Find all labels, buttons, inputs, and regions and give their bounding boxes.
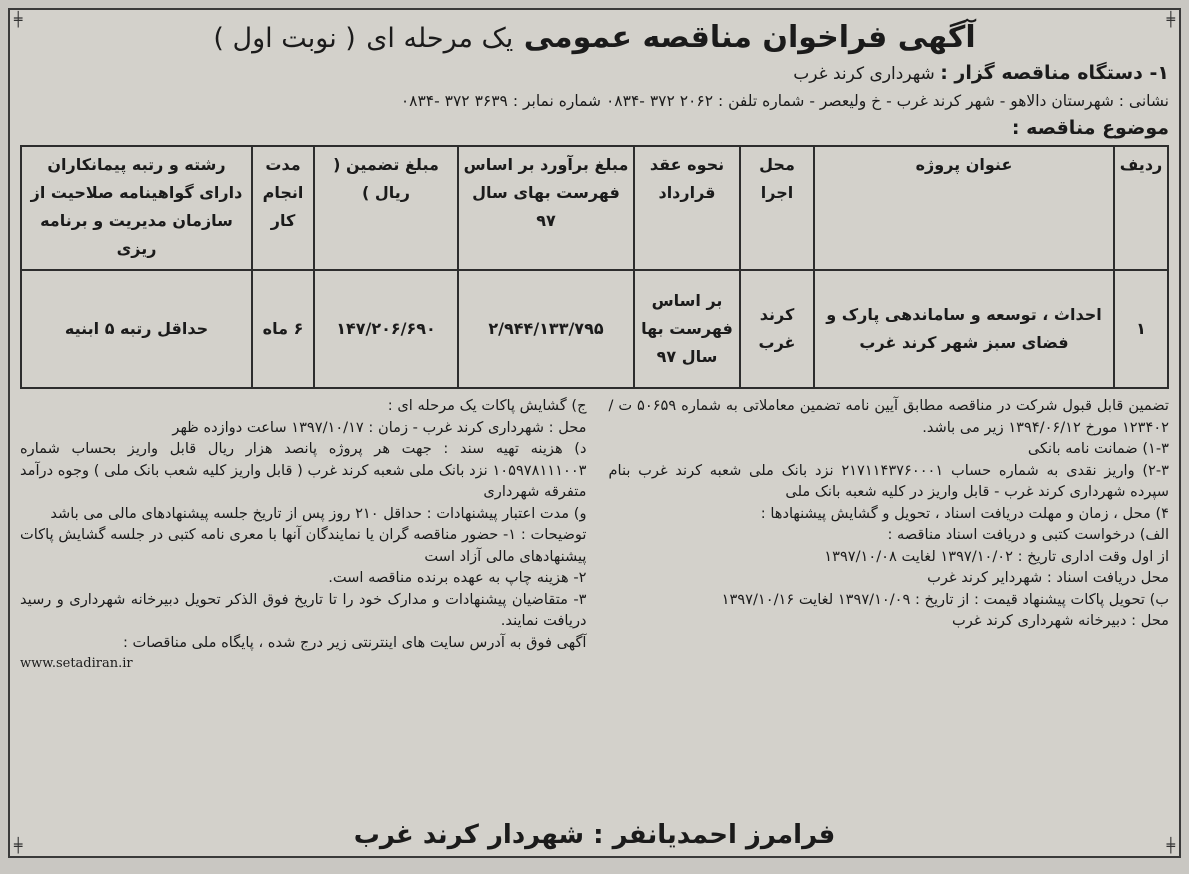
table-header-row [21,146,1168,270]
notice-title [20,18,1169,59]
organizer-value: شهرداری کرند غرب [793,64,935,84]
tender-notice [8,8,1181,858]
corner-mark: ╪ [1166,838,1175,854]
organizer-line [20,59,1169,88]
paragraph: و) مدت اعتبار پیشنهادات : حداقل ۲۱۰ روز پس از تاریخ جلسه پیشنهادهای مالی می باشد [50,504,587,522]
paragraph: از اول وقت اداری تاریخ : ۱۳۹۷/۱۰/۰۲ لغایت ۱۳۹۷/۱۰/۰۸ [824,547,1169,565]
paragraph: محل دریافت اسناد : شهردایر کرند غرب [927,569,1169,586]
title-stage: یک مرحله ای [366,23,514,54]
paragraph: تضمین قابل قبول شرکت در مناقصه مطابق آیین نامه تضمین معاملاتی به شماره ۵۰۶۵۹ ت /۱۲۳۴۰۲ مورخ ۱۳۹۴/۰۶/۱۲ زیر می باشد. [608,397,1169,436]
paragraph: د) هزینه تهیه سند : جهت هر پروژه پانصد هزار ریال قابل واریز بحساب شماره ۱۰۵۹۷۸۱۱۱۰۰۳ نزد بانک ملی شعبه کرند غرب ( قابل واریز کلیه شعب بانک ملی ) وجوه درآمد متفرقه شهرداری [20,440,587,500]
header-duration: مدت انجام کار [252,146,314,270]
paragraph: ۱-۳) ضمانت نامه بانکی [1027,440,1169,457]
corner-mark: ╪ [14,838,23,854]
paragraph: آگهی فوق به آدرس سایت های اینترنتی زیر درج شده ، پایگاه ملی مناقصات : [122,633,587,651]
cell-grade: حداقل رتبه ۵ ابنیه [21,270,252,388]
corner-mark: ╪ [14,12,23,28]
cell-row-number: ۱ [1114,270,1168,388]
projects-table [20,145,1169,389]
paragraph: ۲-۳) واریز نقدی به شماره حساب ۲۱۷۱۱۴۳۷۶۰۰۰۱ نزد بانک ملی شعبه کرند غرب بنام سپرده شهرداری کرند غرب - قابل واریز در کلیه شعبه بانک ملی [608,461,1169,500]
cell-estimate: ۲/۹۴۴/۱۳۳/۷۹۵ [458,270,634,388]
paragraph: محل : دبیرخانه شهرداری کرند غرب [952,612,1169,629]
corner-mark: ╪ [1166,12,1175,28]
header-place: محل اجرا [740,146,814,270]
organizer-label: ۱- دستگاه مناقصه گزار : [940,62,1169,84]
details-columns [20,395,1169,675]
paragraph: الف) درخواست کتبی و دریافت اسناد مناقصه : [887,526,1169,543]
address-line: نشانی : شهرستان دالاهو - شهر کرند غرب - خ ولیعصر - شماره تلفن : ۲۰۶۲ ۳۷۲ -۰۸۳۴ شماره نمابر : ۳۶۳۹ ۳۷۲ -۰۸۳۴ [400,92,1169,110]
header-contract: نحوه عقد قرارداد [634,146,740,270]
signature: فرامرز احمدیانفر : شهردار کرند غرب [353,820,836,850]
subject-label: موضوع مناقصه : [1011,117,1169,139]
details-right-column [595,395,1170,675]
website-link[interactable]: www.setadiran.ir [20,656,133,671]
header-grade: رشته و رتبه پیمانکاران دارای گواهینامه صلاحیت از سازمان مدیریت و برنامه ریزی [21,146,252,270]
paragraph: محل : شهرداری کرند غرب - زمان : ۱۳۹۷/۱۰/۱۷ ساعت دوازده ظهر [172,418,587,436]
header-guarantee: مبلغ تضمین ( ریال ) [314,146,458,270]
details-left-column [20,395,595,675]
header-row-number: ردیف [1114,146,1168,270]
title-round: ( نوبت اول ) [213,23,356,54]
cell-guarantee: ۱۴۷/۲۰۶/۶۹۰ [314,270,458,388]
cell-duration: ۶ ماه [252,270,314,388]
header-project-title: عنوان پروژه [814,146,1114,270]
paragraph: ۴) محل ، زمان و مهلت دریافت اسناد ، تحویل و گشایش پیشنهادها : [760,504,1169,522]
cell-place: کرند غرب [740,270,814,388]
paragraph: توضیحات : ۱- حضور مناقصه گران یا نمایندگان آنها با معری نامه کتبی در جلسه گشایش پاکات پیشنهادهای مالی آزاد است [20,526,587,565]
cell-contract: بر اساس فهرست بها سال ۹۷ [634,270,740,388]
paragraph: ۳- متقاضیان پیشنهادات و مدارک خود را تا تاریخ فوق الذکر تحویل دبیرخانه شهرداری و رسید دریافت نمایند. [20,590,587,629]
table-row [21,270,1168,388]
paragraph: ب) تحویل پاکات پیشنهاد قیمت : از تاریخ : ۱۳۹۷/۱۰/۰۹ لغایت ۱۳۹۷/۱۰/۱۶ [721,590,1169,608]
paragraph: ۲- هزینه چاپ به عهده برنده مناقصه است. [328,569,587,586]
title-main: آگهی فراخوان مناقصه عمومی [523,20,976,55]
paragraph: ج) گشایش پاکات یک مرحله ای : [387,397,587,414]
header-estimate: مبلغ برآورد بر اساس فهرست بهای سال ۹۷ [458,146,634,270]
cell-project-title: احداث ، توسعه و ساماندهی پارک و فضای سبز شهر کرند غرب [814,270,1114,388]
